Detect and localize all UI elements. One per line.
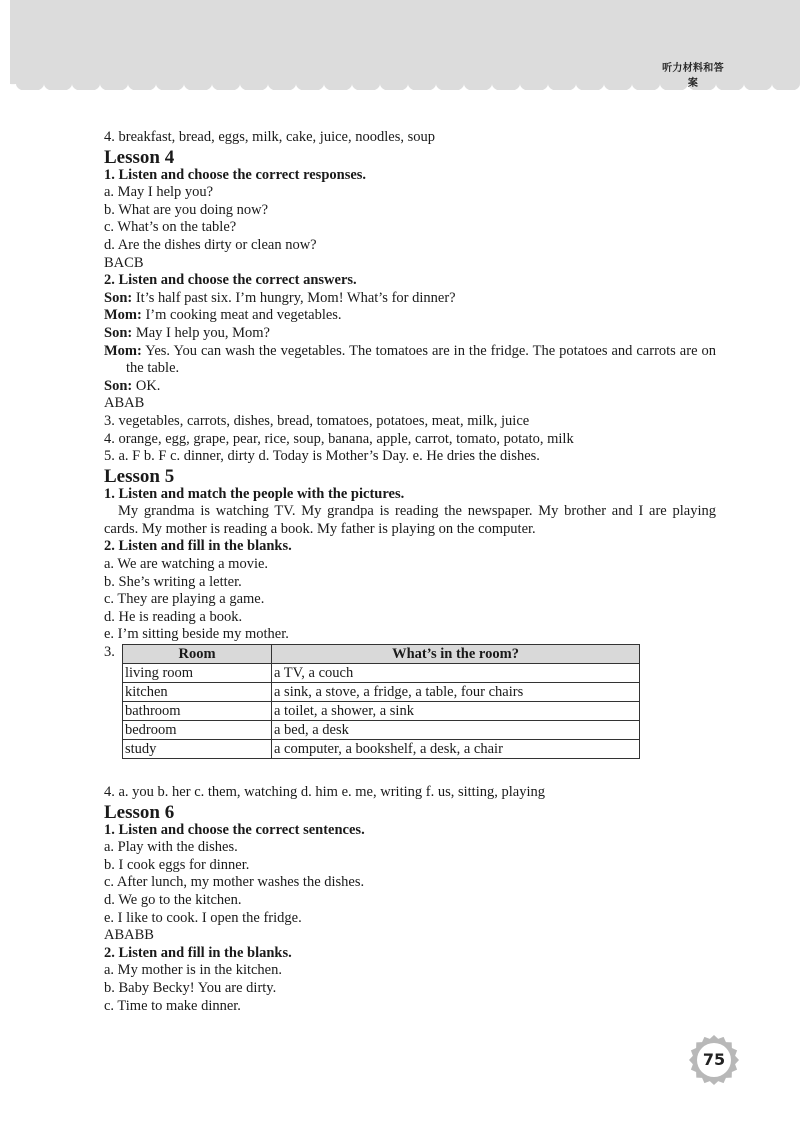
list-item: b. Baby Becky! You are dirty. <box>104 979 277 996</box>
dialogue-text: OK. <box>132 377 161 394</box>
table-cell: a sink, a stove, a fridge, a table, four chairs <box>272 683 640 702</box>
table-cell: bathroom <box>123 702 272 721</box>
list-item: c. After lunch, my mother washes the dishes. <box>104 874 365 891</box>
table-row <box>123 702 640 721</box>
lesson-4-q2-answer: ABAB <box>104 395 145 412</box>
list-item: a. May I help you? <box>104 184 214 201</box>
page-number: 75 <box>702 1050 726 1069</box>
speaker-label: Son: <box>104 289 133 306</box>
dialogue-line <box>104 378 716 396</box>
lesson-6-q1-answer: ABABB <box>104 927 154 944</box>
list-item: c. They are playing a game. <box>104 591 265 608</box>
lesson-4-q5: 5. a. F b. F c. dinner, dirty d. Today is Mother’s Day. e. He dries the dishes. <box>104 448 540 465</box>
table-row <box>123 664 640 683</box>
lesson-5-title: Lesson 5 <box>104 465 175 487</box>
table-row <box>123 683 640 702</box>
lesson-4-q2-title: 2. Listen and choose the correct answers. <box>104 272 357 289</box>
lesson-4-q1-answer: BACB <box>104 254 144 271</box>
speaker-label: Mom: <box>104 342 142 359</box>
room-table <box>122 644 640 759</box>
list-item: c. Time to make dinner. <box>104 997 241 1014</box>
dialogue-text: May I help you, Mom? <box>132 324 270 341</box>
list-item: d. Are the dishes dirty or clean now? <box>104 236 317 253</box>
lesson-5-q1-title: 1. Listen and match the people with the pictures. <box>104 485 405 502</box>
table-cell: a bed, a desk <box>272 721 640 740</box>
dialogue-text: I’m cooking meat and vegetables. <box>141 307 342 324</box>
list-item: b. What are you doing now? <box>104 201 269 218</box>
table-cell: bedroom <box>123 721 272 740</box>
dialogue-line <box>104 307 716 325</box>
lesson-6-title: Lesson 6 <box>104 801 175 823</box>
list-item: a. Play with the dishes. <box>104 839 238 856</box>
table-cell: a toilet, a shower, a sink <box>272 702 640 721</box>
prev-line-4: 4. breakfast, bread, eggs, milk, cake, juice, noodles, soup <box>104 129 435 145</box>
table-cell: a computer, a bookshelf, a desk, a chair <box>272 740 640 759</box>
table-cell: a TV, a couch <box>272 664 640 683</box>
list-item: a. My mother is in the kitchen. <box>104 962 282 979</box>
table-cell: kitchen <box>123 683 272 702</box>
speaker-label: Son: <box>104 324 133 341</box>
table-row <box>123 721 640 740</box>
list-item: e. I’m sitting beside my mother. <box>104 626 289 643</box>
dialogue-text: It’s half past six. I’m hungry, Mom! What’s for dinner? <box>132 289 456 306</box>
dialogue-text: Yes. You can wash the vegetables. The tomatoes are in the fridge. The potatoes and carrots are on the table. <box>126 342 716 377</box>
lesson-4-q4: 4. orange, egg, grape, pear, rice, soup, banana, apple, carrot, tomato, potato, milk <box>104 430 574 447</box>
list-item: a. We are watching a movie. <box>104 556 269 573</box>
table-cell: living room <box>123 664 272 683</box>
dialogue-line <box>104 343 716 378</box>
table-cell: study <box>123 740 272 759</box>
lesson-6-q1-title: 1. Listen and choose the correct sentences. <box>104 821 365 838</box>
room-table-block <box>104 644 716 784</box>
lesson-4-title: Lesson 4 <box>104 146 175 168</box>
lesson-6-q2-title: 2. Listen and fill in the blanks. <box>104 944 292 961</box>
lesson-5-q2-title: 2. Listen and fill in the blanks. <box>104 538 292 555</box>
lesson-5-q1-text: My grandma is watching TV. My grandpa is reading the newspaper. My brother and I are playing cards. My mother is reading a book. My father is playing on the computer. <box>104 503 716 537</box>
speaker-label: Mom: <box>104 307 142 324</box>
lesson-4-q1-title: 1. Listen and choose the correct responses. <box>104 166 367 183</box>
list-item: d. We go to the kitchen. <box>104 892 242 908</box>
lesson-5-q3-number: 3. <box>104 644 115 661</box>
list-item: b. I cook eggs for dinner. <box>104 856 250 873</box>
table-header-row <box>123 645 640 664</box>
dialogue-line <box>104 290 716 308</box>
column-header-contents: What’s in the room? <box>272 645 640 664</box>
list-item: b. She’s writing a letter. <box>104 573 242 590</box>
lesson-5-q4: 4. a. you b. her c. them, watching d. him e. me, writing f. us, sitting, playing <box>104 784 545 801</box>
list-item: d. He is reading a book. <box>104 608 243 625</box>
speaker-label: Son: <box>104 377 133 394</box>
table-row <box>123 740 640 759</box>
list-item: c. What’s on the table? <box>104 219 237 236</box>
answer-content <box>104 129 716 1015</box>
dialogue-line <box>104 325 716 343</box>
list-item: e. I like to cook. I open the fridge. <box>104 909 302 926</box>
column-header-room: Room <box>123 645 272 664</box>
header-label: 听力材料和答案 <box>662 63 724 89</box>
lesson-4-q3: 3. vegetables, carrots, dishes, bread, tomatoes, potatoes, meat, milk, juice <box>104 412 530 429</box>
